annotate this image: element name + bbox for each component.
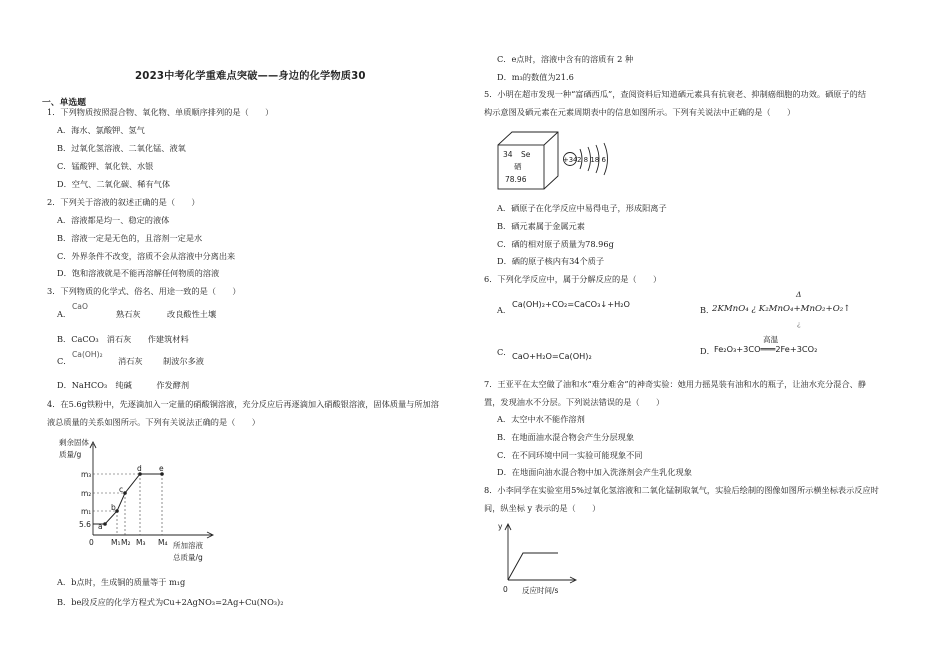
q2-option-c[interactable]: C．外界条件不改变，溶质不会从溶液中分离出来 [57, 251, 236, 261]
element-mass: 78.96 [505, 175, 527, 184]
q4-ytick-m2: m₂ [81, 489, 92, 498]
q2-option-a[interactable]: A．溶液都是均一、稳定的液体 [57, 215, 170, 225]
q5-option-c[interactable]: C．硒的相对原子质量为78.96g [497, 239, 614, 249]
q5-stem-line1: 5．小明在超市发现一种“富硒西瓜”，查阅资料后知道硒元素具有抗衰老、抑制癌细胞的功效。硒原子的结 [484, 89, 867, 99]
q1-option-b[interactable]: B．过氧化氢溶液、二氧化锰、液氧 [57, 143, 186, 153]
q6-option-c-label[interactable]: C． [497, 347, 512, 357]
q3-option-c-use: 制波尔多液 [163, 356, 204, 366]
q8-origin: 0 [503, 585, 508, 594]
q4-option-d[interactable]: D．m₃的数值为21.6 [497, 72, 574, 82]
q7-stem-line2: 置，发现油水不分层。下列说法错误的是（ ） [484, 397, 665, 407]
q3-option-a-use: 改良酸性土壤 [167, 309, 217, 319]
electron-shells: 2 8 18 6 [577, 156, 606, 164]
element-number: 34 [503, 150, 513, 159]
q4-xtick-m3: M₃ [136, 538, 146, 547]
q6-option-b-condition: Δ [796, 290, 802, 299]
q8-stem-line2: 间，纵坐标 y 表示的是（ ） [484, 503, 601, 513]
q6-option-d-condition: 高温 [763, 335, 779, 344]
q4-ylabel1: 剩余固体 [59, 438, 89, 447]
q4-ytick-5-6: 5.6 [79, 520, 91, 529]
q8-stem-line1: 8．小李同学在实验室用5%过氧化氢溶液和二氧化锰制取氧气，实验后绘制的图像如图所示横坐标表示反应时 [484, 485, 879, 495]
nucleus-charge: +34 [563, 156, 578, 164]
page-title: 2023中考化学重难点突破——身边的化学物质30 [135, 71, 366, 82]
q7-option-a[interactable]: A．太空中水不能作溶剂 [497, 414, 585, 424]
q4-option-b[interactable]: B．be段反应的化学方程式为Cu+2AgNO₃=2Ag+Cu(NO₃)₂ [57, 597, 284, 607]
q6-option-a-equation: Ca(OH)₂+CO₂=CaCO₃↓+H₂O [512, 299, 630, 309]
q4-xtick-m2: M₂ [121, 538, 131, 547]
q1-option-a[interactable]: A．海水、氯酸钾、氢气 [57, 125, 145, 135]
q4-xtick-m1: M₁ [111, 538, 121, 547]
q6-option-c-equation: CaO+H₂O=Ca(OH)₂ [512, 351, 592, 361]
q6-stem: 6．下列化学反应中，属于分解反应的是（ ） [484, 274, 662, 284]
q6-option-b-label[interactable]: B． [700, 305, 715, 315]
q3-option-c-label[interactable]: C． [57, 356, 72, 366]
q4-option-a[interactable]: A．b点时，生成铜的质量等于 m₁g [57, 577, 186, 587]
q1-option-d[interactable]: D．空气、二氧化碳、稀有气体 [57, 179, 171, 189]
q3-option-d[interactable]: D．NaHCO₃ 纯碱 作发酵剂 [57, 380, 190, 390]
q3-stem: 3．下列物质的化学式、俗名、用途一致的是（ ） [47, 286, 241, 296]
q8-graph [490, 517, 600, 599]
q3-option-b[interactable]: B．CaCO₃ 消石灰 作建筑材料 [57, 334, 189, 344]
q3-option-c-name: 消石灰 [118, 356, 143, 366]
q5-option-d[interactable]: D．硒的原子核内有34个质子 [497, 256, 605, 266]
q6-option-b-mark: ¿ [797, 320, 801, 328]
element-symbol: Se [521, 150, 531, 159]
q1-stem: 1．下列物质按照混合物、氧化物、单质顺序排列的是（ ） [47, 107, 274, 117]
q1-option-c[interactable]: C．锰酸钾、氧化铁、水银 [57, 161, 154, 171]
q4-mass-graph [55, 432, 225, 572]
q5-option-a[interactable]: A．硒原子在化学反应中易得电子，形成阳离子 [497, 203, 667, 213]
q4-xlabel1: 所加溶液 [173, 541, 203, 550]
q6-option-d-label[interactable]: D． [700, 346, 715, 356]
q6-option-d-equation: Fe₂O₃+3CO═══2Fe+3CO₂ [714, 344, 818, 354]
q6-option-b-equation: 2KMnO₄ ¿ K₂MnO₄+MnO₂+O₂↑ [712, 304, 851, 314]
section-heading: 一、单选题 [42, 98, 86, 108]
q3-option-a-formula: CaO [72, 302, 88, 311]
q3-option-a-name: 熟石灰 [116, 309, 141, 319]
q4-option-c[interactable]: C．e点时，溶液中含有的溶质有 2 种 [497, 54, 634, 64]
q5-option-b[interactable]: B．硒元素属于金属元素 [497, 221, 585, 231]
q7-option-c[interactable]: C．在不同环境中同一实验可能现象不同 [497, 450, 643, 460]
q7-option-d[interactable]: D．在地面向油水混合物中加入洗涤剂会产生乳化现象 [497, 467, 692, 477]
q3-option-a-label[interactable]: A． [57, 309, 72, 319]
q4-origin: 0 [89, 538, 94, 547]
q8-xlabel: 反应时间/s [522, 586, 559, 595]
q4-xlabel2: 总质量/g [173, 553, 203, 562]
q4-label-d: d [137, 464, 142, 473]
q6-option-a-label[interactable]: A． [497, 305, 512, 315]
q4-ytick-m1: m₁ [81, 507, 92, 516]
q4-stem-line2: 液总质量的关系如图所示。下列有关说法正确的是（ ） [47, 417, 260, 427]
q4-point-c [123, 491, 127, 495]
q4-label-c: c [119, 485, 124, 494]
q4-label-a: a [98, 522, 103, 531]
q4-xtick-m4: M₄ [158, 538, 168, 547]
q4-label-e: e [159, 464, 164, 473]
q4-stem-line1: 4．在5.6g铁粉中，先逐滴加入一定量的硝酸铜溶液，充分反应后再逐滴加入硝酸银溶液，固体质量与所加溶 [47, 399, 439, 409]
q5-stem-line2: 构示意图及硒元素在元素周期表中的信息如图所示。下列有关说法中正确的是（ ） [484, 107, 796, 117]
q2-stem: 2．下列关于溶液的叙述正确的是（ ） [47, 197, 200, 207]
q7-stem-line1: 7．王亚平在太空做了油和水“难分难舍”的神奇实验：她用力摇晃装有油和水的瓶子，让油水充分混合、静 [484, 379, 867, 389]
q5-selenium-figure [492, 127, 632, 197]
element-name: 硒 [514, 162, 522, 171]
q4-ylabel2: 质量/g [59, 450, 82, 459]
q4-label-b: b [111, 503, 116, 512]
q2-option-d[interactable]: D．饱和溶液就是不能再溶解任何物质的溶液 [57, 268, 220, 278]
q4-ytick-m3: m₃ [81, 470, 92, 479]
q4-point-a [103, 522, 107, 526]
q7-option-b[interactable]: B．在地面油水混合物会产生分层现象 [497, 432, 635, 442]
q2-option-b[interactable]: B．溶液一定是无色的，且溶剂一定是水 [57, 233, 203, 243]
q3-option-c-formula: Ca(OH)₂ [72, 350, 103, 359]
q8-ylabel: y [498, 522, 503, 531]
